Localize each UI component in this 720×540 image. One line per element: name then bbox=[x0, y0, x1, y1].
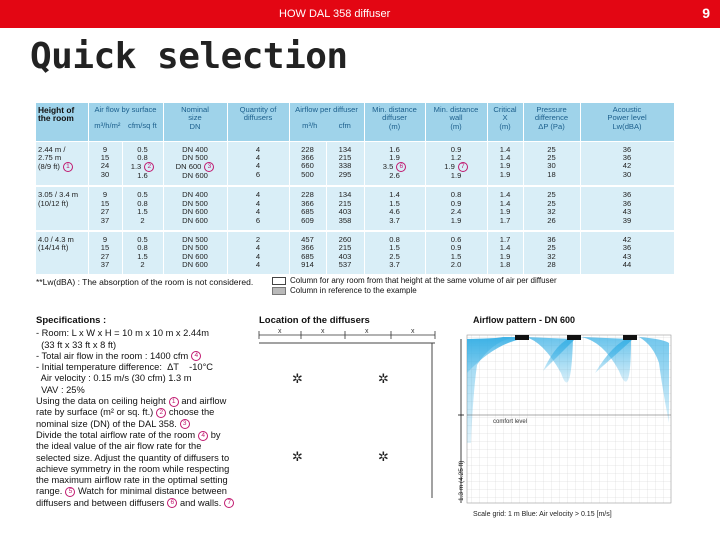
specifications bbox=[36, 315, 261, 509]
table-cell: 25 25 32 26 bbox=[523, 186, 580, 230]
spec-line: VAV : 25% bbox=[36, 384, 85, 395]
location-diagram bbox=[259, 313, 459, 513]
table-cell: 9 15 27 37 bbox=[88, 231, 122, 274]
spec-line: rate by surface (m² or sq. ft.) 2 choose the bbox=[36, 407, 215, 418]
legend-swatch-white bbox=[272, 277, 286, 285]
col-airflow-diffuser: Airflow per diffuser m³/h cfm bbox=[289, 103, 364, 141]
table-cell: 1.4 1.5 4.6 3.7 bbox=[364, 186, 425, 230]
spec-line: achieve symmetry in the room while respecting bbox=[36, 463, 230, 474]
table-cell: 1.7 1.4 1.9 1.8 bbox=[487, 231, 523, 274]
callout-mark: 1 bbox=[63, 162, 73, 172]
table-row-group bbox=[36, 186, 674, 230]
table-row-group bbox=[36, 141, 674, 186]
table-cell: 1.6 1.9 3.5 6 2.6 bbox=[364, 141, 425, 186]
col-airflow-surface: Air flow by surface m³/h/m² cfm/sq ft bbox=[88, 103, 163, 141]
spec-line: nominal size (DN) of the DAL 358. 3 bbox=[36, 419, 261, 430]
table-cell: 0.9 1.2 1.9 7 1.9 bbox=[425, 141, 487, 186]
footnote: **Lw(dBA) : The absorption of the room is not considered. bbox=[36, 277, 254, 287]
legend-swatch-grey bbox=[272, 287, 286, 295]
spec-line: Divide the total airflow rate of the room 4 by bbox=[36, 429, 221, 440]
col-acoustic: Acoustic Power level Lw(dBA) bbox=[580, 103, 674, 141]
table-cell: 4 4 4 6 bbox=[227, 186, 289, 230]
header-subtitle: HOW DAL 358 diffuser bbox=[279, 8, 391, 20]
table-cell: 0.8 0.9 2.4 1.9 bbox=[425, 186, 487, 230]
diffuser-icon: ✲ bbox=[292, 450, 303, 465]
table-cell: 228 366 660 500 bbox=[289, 141, 326, 186]
table-cell: 457 366 685 914 bbox=[289, 231, 326, 274]
table-cell: 134 215 403 358 bbox=[326, 186, 364, 230]
callout-mark: 1 bbox=[169, 397, 179, 407]
diffuser-icon: ✲ bbox=[292, 372, 303, 387]
callout-mark: 2 bbox=[156, 408, 166, 418]
selection-table bbox=[36, 103, 675, 274]
page-number: 9 bbox=[702, 5, 710, 21]
table-cell: 1.4 1.4 1.9 1.9 bbox=[487, 141, 523, 186]
col-min-distance-wall: Min. distance wall (m) bbox=[425, 103, 487, 141]
comfort-label: comfort level bbox=[493, 419, 528, 425]
spec-line: - Total air flow in the room : 1400 cfm 4 bbox=[36, 351, 261, 362]
table-cell: 0.5 0.8 1.5 2 bbox=[122, 186, 163, 230]
table-cell: 36 36 43 39 bbox=[580, 186, 674, 230]
callout-mark: 2 bbox=[144, 162, 154, 172]
callout-mark: 6 bbox=[396, 162, 406, 172]
cell-room-height: 2.44 m / 2.75 m (8/9 ft) 1 bbox=[36, 141, 88, 186]
diffuser-marker bbox=[515, 335, 529, 340]
callout-mark: 7 bbox=[458, 162, 468, 172]
col-pressure: Pressure difference ΔP (Pa) bbox=[523, 103, 580, 141]
diffuser-icon: ✲ bbox=[378, 372, 389, 387]
airflow-pattern-chart bbox=[458, 313, 675, 523]
table-row-group bbox=[36, 231, 674, 274]
table-cell: 9 15 24 30 bbox=[88, 141, 122, 186]
callout-mark: 7 bbox=[224, 498, 234, 508]
table-cell: 2 4 4 4 bbox=[227, 231, 289, 274]
dim-x-1: x bbox=[278, 328, 282, 335]
spec-line: Using the data on ceiling height 1 and airflow bbox=[36, 396, 227, 407]
table-cell: 0.5 0.8 1.5 2 bbox=[122, 231, 163, 274]
table-cell: DN 400 DN 500 DN 600 DN 600 bbox=[163, 186, 227, 230]
callout-mark: 6 bbox=[167, 498, 177, 508]
header-bar bbox=[0, 0, 720, 28]
page-title: Quick selection bbox=[30, 36, 348, 77]
spec-line: - Room: L x W x H = 10 m x 10 m x 2.44m bbox=[36, 328, 209, 339]
table-cell: 0.6 0.9 1.5 2.0 bbox=[425, 231, 487, 274]
cell-room-height: 3.05 / 3.4 m (10/12 ft) bbox=[36, 186, 88, 230]
specs-heading: Specifications : bbox=[36, 315, 107, 326]
table-cell: 1.4 1.4 1.9 1.7 bbox=[487, 186, 523, 230]
table-cell: 260 215 403 537 bbox=[326, 231, 364, 274]
spec-line: (33 ft x 33 ft x 8 ft) bbox=[36, 339, 117, 350]
diffuser-icon: ✲ bbox=[378, 450, 389, 465]
table-cell: 42 36 43 44 bbox=[580, 231, 674, 274]
col-quantity: Quantity of diffusers bbox=[227, 103, 289, 141]
spec-line: the ideal value of the air flow rate for the bbox=[36, 441, 202, 452]
pattern-title: Airflow pattern - DN 600 bbox=[473, 315, 576, 325]
legend-text: Column for any room from that height at the same volume of air per diffuser Column in reference to the example bbox=[290, 276, 557, 295]
col-critical-x: Critical X (m) bbox=[487, 103, 523, 141]
spec-line: - Initial temperature difference: ΔT -10°C bbox=[36, 362, 214, 373]
scale-note: Scale grid: 1 m Blue: Air velocity > 0.15 [m/s] bbox=[473, 511, 612, 518]
table-cell: 228 366 685 609 bbox=[289, 186, 326, 230]
callout-mark: 3 bbox=[204, 162, 214, 172]
table-cell: 134 215 338 295 bbox=[326, 141, 364, 186]
col-room: Height of the room bbox=[36, 103, 88, 141]
table-cell: 36 36 42 30 bbox=[580, 141, 674, 186]
spec-line: range. 5 Watch for minimal distance between bbox=[36, 486, 227, 497]
table-header-row bbox=[36, 103, 674, 141]
callout-mark: 5 bbox=[65, 487, 75, 497]
spec-line: the maximum airflow rate in the optimal setting bbox=[36, 475, 228, 486]
spec-line: diffusers and between diffusers 6 and walls. 7 bbox=[36, 498, 261, 509]
table-body bbox=[36, 141, 674, 274]
table-cell: 0.5 0.8 1.3 2 1.6 bbox=[122, 141, 163, 186]
dim-x-4: x bbox=[411, 328, 415, 335]
table-cell: 0.8 1.5 2.5 3.7 bbox=[364, 231, 425, 274]
callout-mark: 4 bbox=[198, 431, 208, 441]
table-cell: DN 500 DN 500 DN 600 DN 600 bbox=[163, 231, 227, 274]
cell-room-height: 4.0 / 4.3 m (14/14 ft) bbox=[36, 231, 88, 274]
table-cell: DN 400 DN 500 DN 600 3 DN 600 bbox=[163, 141, 227, 186]
height-label: 1.3 m (4.25 ft) bbox=[458, 460, 465, 501]
diffuser-symbols bbox=[292, 372, 389, 465]
callout-mark: 3 bbox=[180, 419, 190, 429]
table-cell: 4 4 4 6 bbox=[227, 141, 289, 186]
dim-x-2: x bbox=[321, 328, 325, 335]
location-title: Location of the diffusers bbox=[259, 315, 370, 326]
table-cell: 9 15 27 37 bbox=[88, 186, 122, 230]
diffuser-marker bbox=[623, 335, 637, 340]
spec-line: selected size. Adjust the quantity of diffusers to bbox=[36, 452, 230, 463]
col-min-distance-diffuser: Min. distance diffuser (m) bbox=[364, 103, 425, 141]
spec-line: Air velocity : 0.15 m/s (30 cfm) 1.3 m bbox=[36, 373, 192, 384]
dim-x-3: x bbox=[365, 328, 369, 335]
callout-mark: 4 bbox=[191, 351, 201, 361]
diffuser-marker bbox=[567, 335, 581, 340]
dimension-line bbox=[259, 331, 435, 339]
table-cell: 25 25 30 18 bbox=[523, 141, 580, 186]
col-nominal-size: Nominal size DN bbox=[163, 103, 227, 141]
table-cell: 36 25 32 28 bbox=[523, 231, 580, 274]
